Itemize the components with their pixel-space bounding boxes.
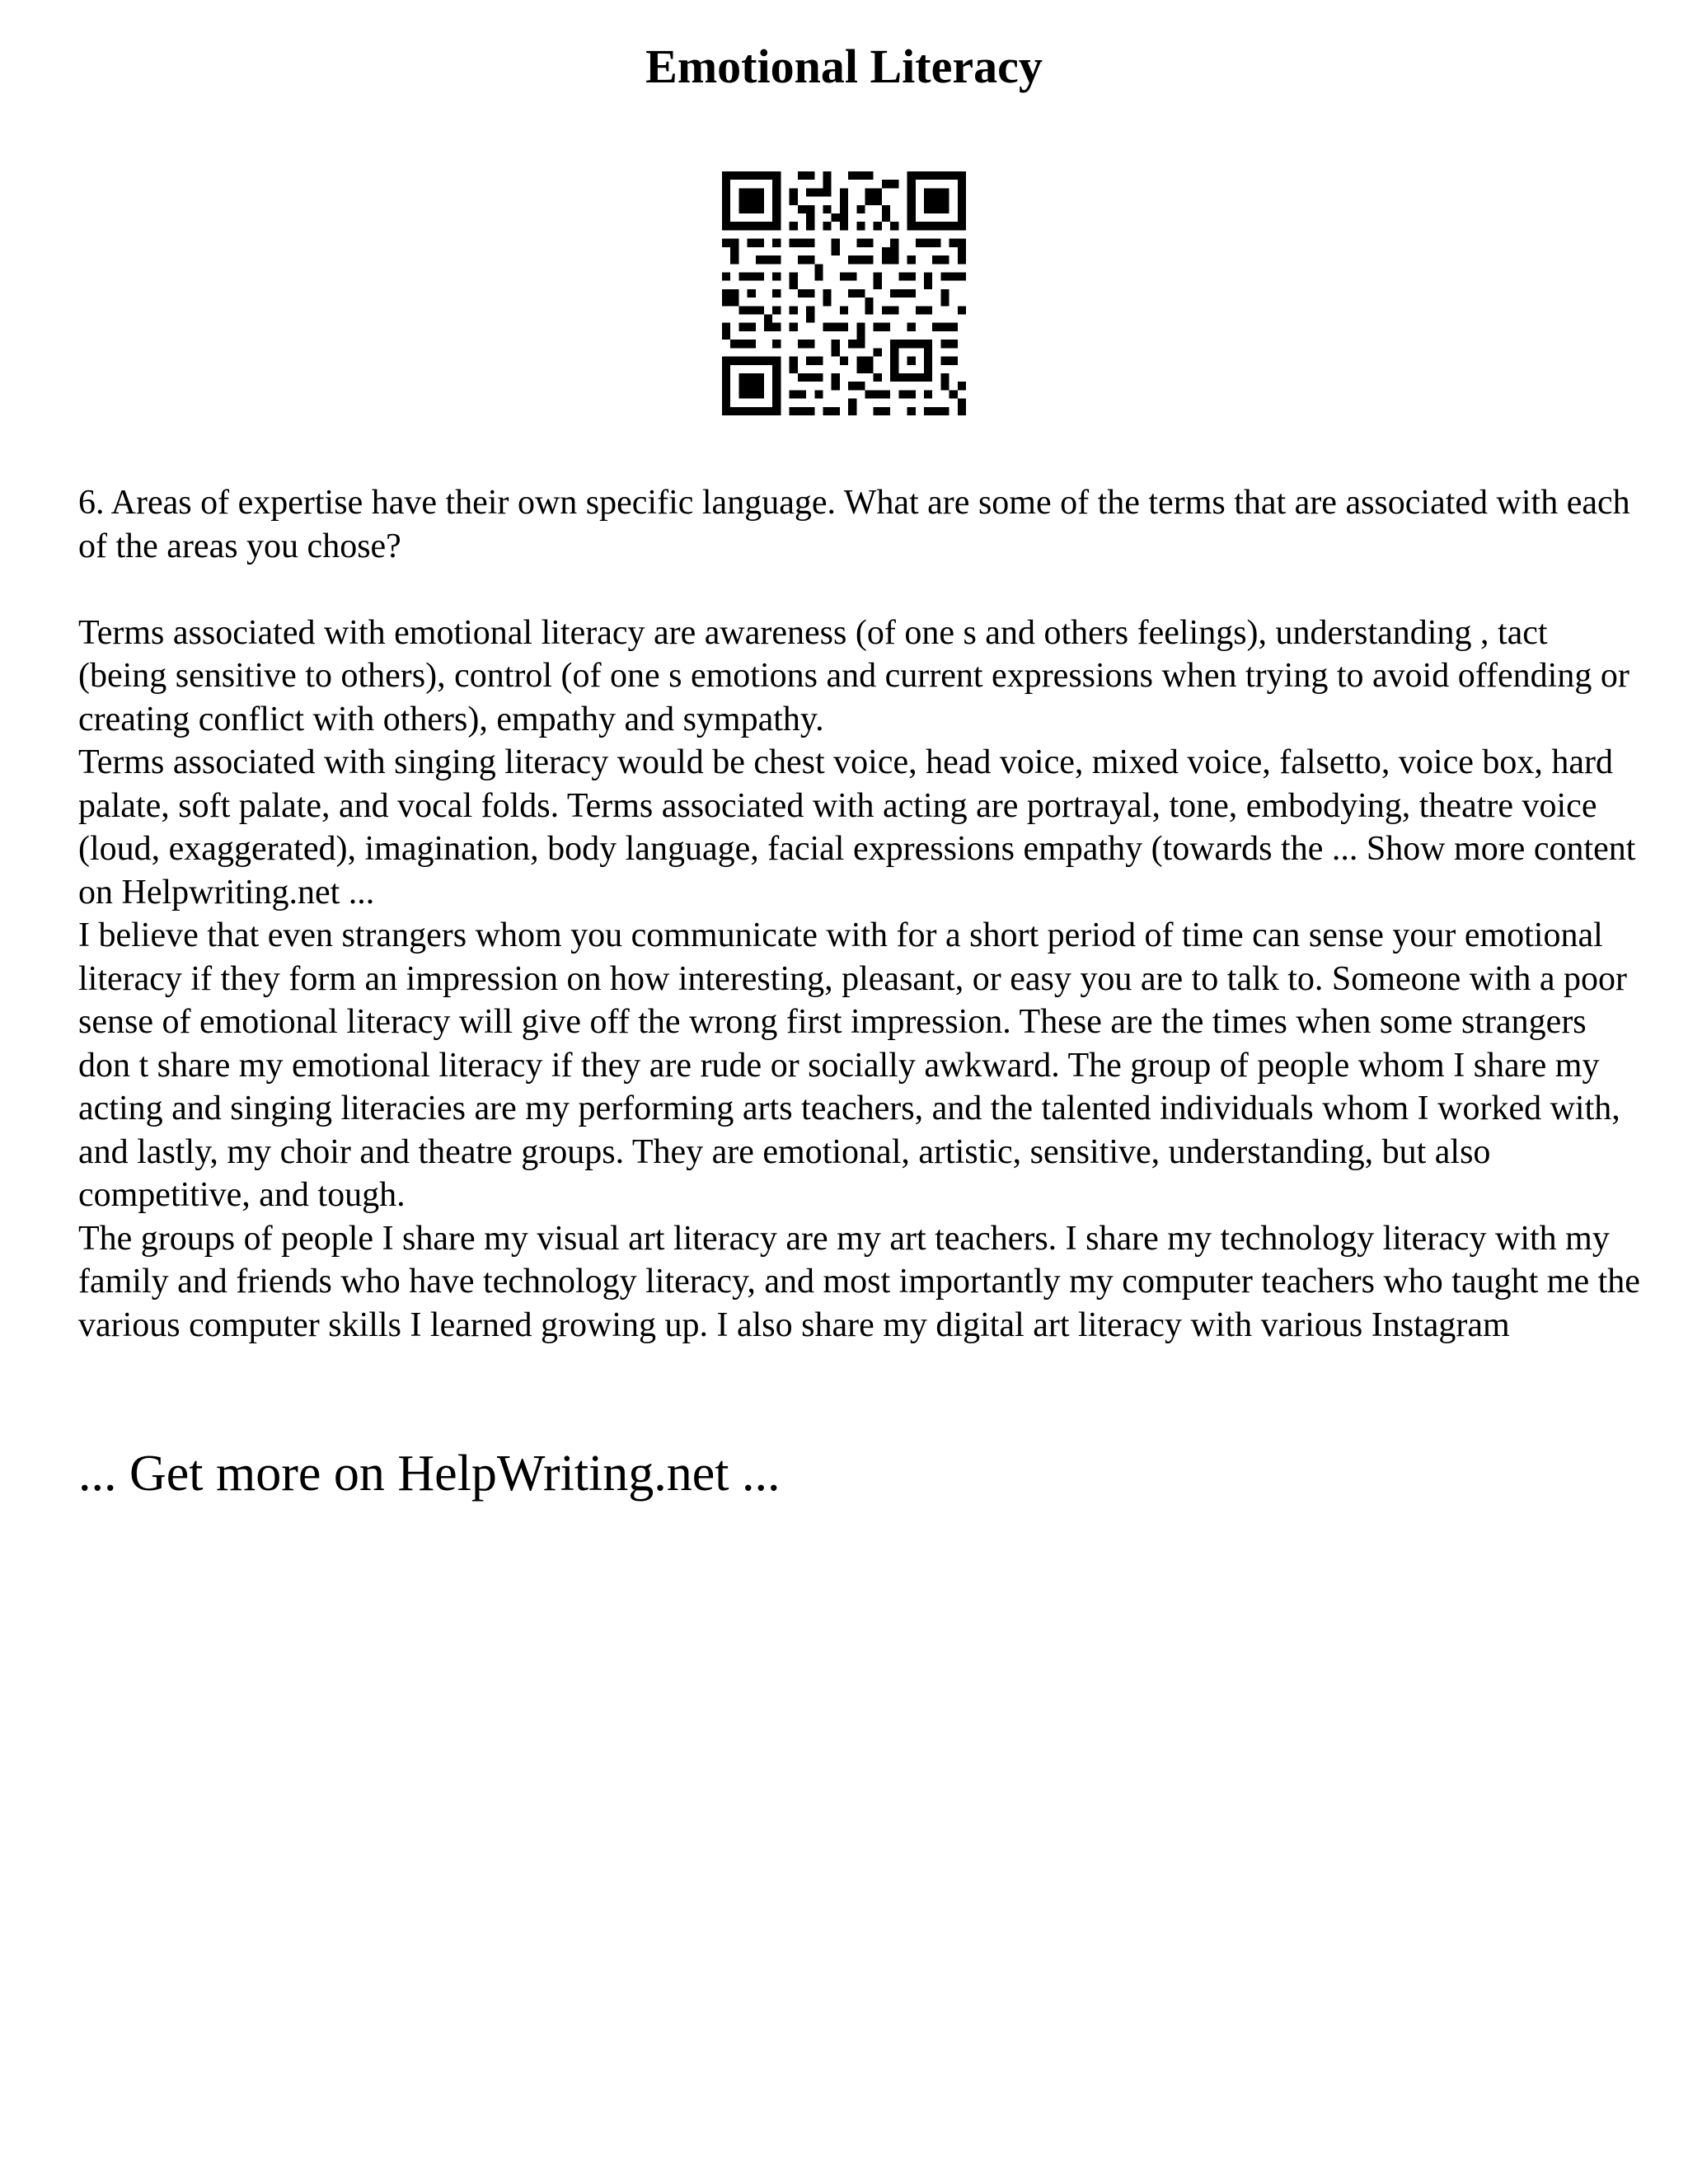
paragraph-spacer xyxy=(78,568,1644,612)
get-more-link[interactable]: ... Get more on HelpWriting.net ... xyxy=(78,1446,781,1502)
paragraph-visual-art: The groups of people I share my visual art literacy are my art teachers. I share my technology literacy with my family and friends who have technology literacy, and most importantly my computer teachers who taught me the various computer skills I learned growing up. I also share my digital art literacy with various Instagram xyxy=(78,1219,1640,1344)
qr-code-icon xyxy=(722,171,966,415)
paragraph-emotional-literacy: Terms associated with emotional literacy are awareness (of one s and others feelings), understanding , tact (being sensitive to others), control (of one s emotions and current expressions when trying to avoid offending or creating conflict with others), empathy and sympathy. xyxy=(78,613,1629,738)
paragraph-strangers: I believe that even strangers whom you communicate with for a short period of time can sense your emotional literacy if they form an impression on how interesting, pleasant, or easy you are to talk to. Someone with a poor sense of emotional literacy will give off the wrong first impression. These are the times when some strangers don t share my emotional literacy if they are rude or socially awkward. The group of people whom I share my acting and singing literacies are my performing arts teachers, and the talented individuals whom I worked with, and lastly, my choir and theatre groups. They are emotional, artistic, sensitive, understanding, but also competitive, and tough. xyxy=(78,916,1628,1214)
paragraph-singing-acting: Terms associated with singing literacy would be chest voice, head voice, mixed voice, falsetto, voice box, hard palate, soft palate, and vocal folds. Terms associated with acting are portrayal, tone, embodying, theatre voice (loud, exaggerated), imagination, body language, facial expressions empathy (towards the ... Show more content on Helpwriting.net ... xyxy=(78,743,1636,912)
document-body xyxy=(78,481,1644,1347)
question-text: 6. Areas of expertise have their own specific language. What are some of the terms that are associated with each of the areas you chose? xyxy=(78,484,1630,565)
page-title: Emotional Literacy xyxy=(645,40,1043,93)
